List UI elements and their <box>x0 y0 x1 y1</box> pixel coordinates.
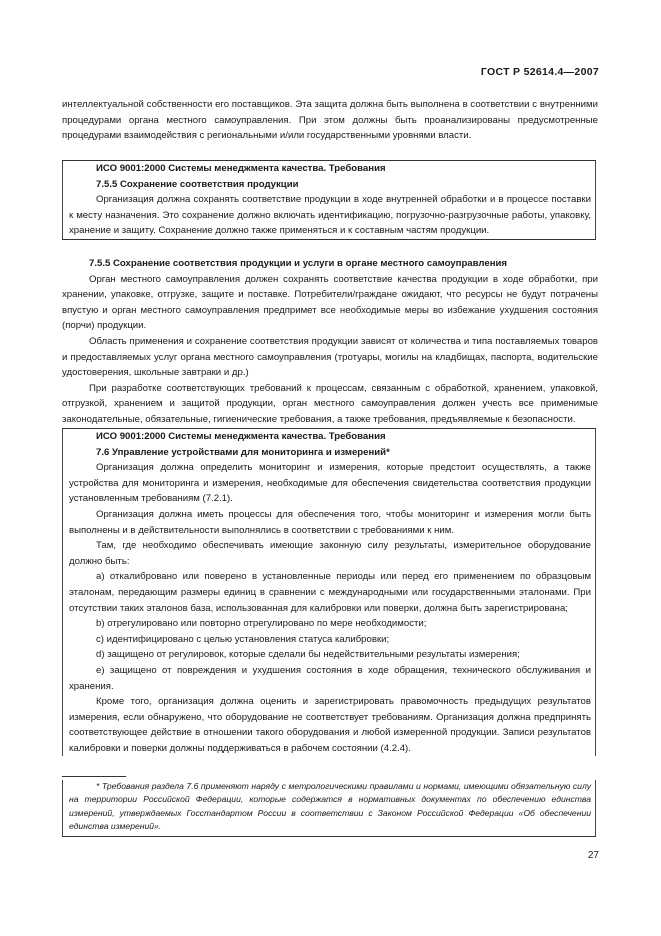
box2-list-item: а) откалибровано или поверено в установленные периоды или перед его применением по образцовым эталонам, передающим размеры единиц в сравнении с международными или государственными эталонами. При отсутствии таких эталонов база, использованная для калибровки или поверки, должна быть зарегистрирована; <box>69 571 591 614</box>
box2-paragraph: Организация должна определить мониторинг и измерения, которые предстоит осуществлять, а также устройства для мониторинга и измерения, необходимые для обеспечения свидетельства соответствия продукции установленным требованиям (7.2.1). <box>69 462 591 505</box>
section-755-paragraph: При разработке соответствующих требований к процессам, связанным с обработкой, хранением, упаковкой, отгрузкой, хранением и защитой продукции, орган местного самоуправления должен учесть все применимые законодательные, обязательные, гигиенические требования, а также требования, предъявляемые к безопасности. <box>62 382 598 425</box>
iso-quote-box-755 <box>62 160 596 240</box>
box2-list-item: c) идентифицировано с целью установления статуса калибровки; <box>96 633 390 645</box>
footnote-text: * Требования раздела 7.6 применяют наряду с метрологическими правилами и нормами, имеющими обязательную силу на территории Российской Федерации, которые содержатся в нормативных документах по обеспечению единства измерений, утверждаемых Госстандартом России в соответствии с Законом Российской Федерации «Об обеспечении единства измерений». <box>69 781 591 832</box>
box2-paragraph: Там, где необходимо обеспечивать имеющие законную силу результаты, измерительное оборудование должно быть: <box>69 540 591 567</box>
section-755 <box>62 256 598 428</box>
box1-standard-title: ИСО 9001:2000 Системы менеджмента качества. Требования <box>96 163 386 174</box>
box2-list-item: d) защищено от регулировок, которые сделали бы недействительными результаты измерения; <box>96 649 520 661</box>
page-number: 27 <box>587 850 599 861</box>
iso-quote-box-76 <box>62 428 596 756</box>
section-755-title: 7.5.5 Сохранение соответствия продукции и услуги в органе местного самоуправления <box>89 258 508 269</box>
box1-section-title: 7.5.5 Сохранение соответствия продукции <box>96 178 299 190</box>
box2-list-item: b) отрегулировано или повторно отрегулировано по мере необходимости; <box>96 618 427 630</box>
footnote <box>62 780 596 837</box>
box2-standard-title: ИСО 9001:2000 Системы менеджмента качества. Требования <box>96 431 386 442</box>
section-755-paragraph: Орган местного самоуправления должен сохранять соответствие качества продукции в ходе обработки, при хранении, упаковке, отгрузке, защите и поставке. Потребители/граждане ожидают, что ресурсы не будут потрачены впустую и орган местного самоуправления предпримет все необходимые меры во избежание ухудшения состояния (порчи) продукции. <box>62 273 598 332</box>
footnote-separator <box>62 776 126 777</box>
box2-section-title: 7.6 Управление устройствами для мониторинга и измерений* <box>96 446 390 458</box>
box1-body: Организация должна сохранять соответствие продукции в ходе внутренней обработки и в процессе поставки к месту назначения. Это сохранение должно включать идентификацию, погрузочно-разгрузочные работы, упаковку, хранение и защиту. Сохранение должно также применяться и к составным частям продукции. <box>69 194 591 237</box>
box2-paragraph: Кроме того, организация должна оценить и зарегистрировать правомочность предыдущих результатов измерения, если обнаружено, что оборудование не соответствует требованиям. Организация должна предпринять соответствующее действие в отношении такого оборудования и любой измеренной продукции. Записи результатов калибровки и поверки должны поддерживаться в рабочем состоянии (4.2.4). <box>69 696 591 754</box>
intro-paragraph: интеллектуальной собственности его поставщиков. Эта защита должна быть выполнена в соответствии с внутренними процедурами органа местного самоуправления. При этом должны быть проанализированы предусмотренные процедурами взаимодействия с региональными и/или государственными уровнями власти. <box>62 99 598 142</box>
box2-list-item: e) защищено от повреждения и ухудшения состояния в ходе обращения, технического обслуживания и хранения. <box>69 664 591 692</box>
document-number-header: ГОСТ Р 52614.4—2007 <box>480 66 599 78</box>
box2-paragraph: Организация должна иметь процессы для обеспечения того, чтобы мониторинг и измерения могли быть выполнены и в действительности выполнялись в соответствии с требованиями к ним. <box>69 508 591 536</box>
section-755-paragraph: Область применения и сохранение соответствия продукции зависят от количества и типа поставляемых товаров и предоставляемых услуг органа местного самоуправления (тротуары, могилы на кладбищах, паспорта, водительские удостоверения, школьные завтраки и др.) <box>62 335 598 379</box>
